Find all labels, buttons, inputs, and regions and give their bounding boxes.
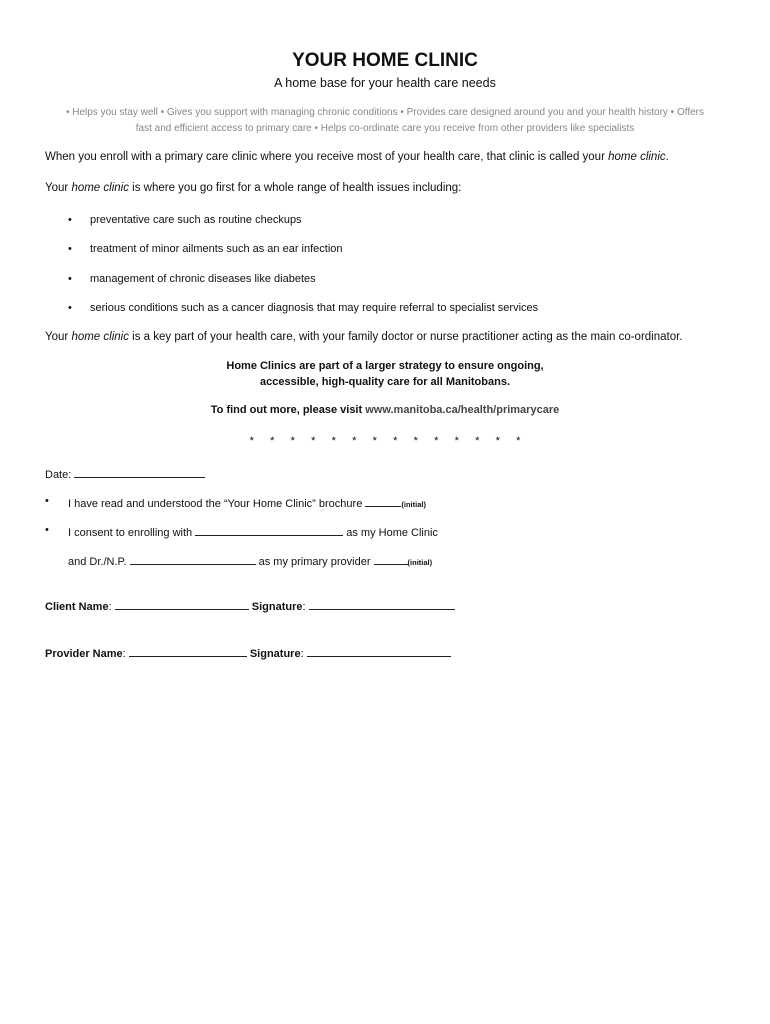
consent-label: I consent to enrolling with	[68, 527, 196, 539]
primarycare-link[interactable]: www.manitoba.ca/health/primarycare	[365, 404, 560, 416]
provider-initial-field[interactable]	[374, 553, 408, 565]
strategy-line-1: Home Clinics are part of a larger strategy to ensure ongoing,	[226, 360, 544, 372]
page-subtitle: A home base for your health care needs	[274, 76, 496, 90]
intro-emphasis: home clinic	[608, 151, 666, 163]
coordinator-paragraph	[45, 331, 683, 343]
bullet-icon: •	[45, 495, 49, 507]
benefits-text	[40, 105, 730, 137]
coordinator-text-end: is a key part of your health care, with your family doctor or nurse practitioner acting as the main co-ordinator.	[128, 331, 683, 343]
consent-row	[68, 524, 438, 539]
issues-emphasis: home clinic	[71, 182, 129, 194]
bullet-item: preventative care such as routine checkups	[90, 214, 302, 226]
page-title: YOUR HOME CLINIC	[292, 50, 478, 71]
star-divider	[0, 435, 770, 447]
coordinator-text-start: Your	[45, 331, 72, 343]
initial-label: (initial)	[407, 558, 433, 567]
provider-signature-field[interactable]	[307, 645, 451, 657]
star-icon: *	[475, 435, 480, 447]
client-signature-label: Signature	[251, 601, 303, 613]
star-icon: *	[290, 435, 295, 447]
bullet-icon: •	[68, 273, 72, 285]
star-icon: *	[249, 435, 254, 447]
star-icon: *	[331, 435, 336, 447]
issues-text-start: Your	[45, 182, 72, 194]
home-clinic-field[interactable]	[195, 524, 343, 536]
bullet-item: management of chronic diseases like diabetes	[90, 273, 316, 285]
issues-text-end: is where you go first for a whole range of health issues including:	[128, 182, 462, 194]
bullet-item: treatment of minor ailments such as an ear infection	[90, 243, 343, 255]
find-out-more	[0, 404, 770, 416]
star-icon: *	[413, 435, 418, 447]
star-icon: *	[372, 435, 377, 447]
benefits-line-2: fast and efficient access to primary care • Helps co-ordinate care you receive from other providers like specialists	[135, 123, 635, 134]
colon: :	[122, 648, 129, 660]
star-icon: *	[311, 435, 316, 447]
issues-paragraph	[45, 182, 461, 194]
star-icon: *	[434, 435, 439, 447]
strategy-line-2: accessible, high-quality care for all Manitobans.	[259, 376, 510, 388]
bullet-icon: •	[68, 243, 72, 255]
star-icon: *	[495, 435, 500, 447]
intro-paragraph	[45, 151, 669, 163]
colon: :	[108, 601, 115, 613]
provider-signature-label: Signature	[249, 648, 301, 660]
provider-signature-row	[45, 645, 451, 660]
star-icon: *	[352, 435, 357, 447]
bullet-icon: •	[68, 302, 72, 314]
provider-row	[68, 553, 432, 568]
bullet-icon: •	[68, 214, 72, 226]
provider-suffix: as my primary provider	[255, 556, 374, 568]
brochure-row	[68, 495, 426, 510]
bullet-item: serious conditions such as a cancer diagnosis that may require referral to specialist services	[90, 302, 539, 314]
star-icon: *	[270, 435, 275, 447]
colon: :	[302, 601, 309, 613]
provider-field[interactable]	[130, 553, 256, 565]
intro-end: .	[665, 151, 669, 163]
client-name-label: Client Name	[45, 601, 109, 613]
client-name-field[interactable]	[115, 598, 249, 610]
client-signature-row	[45, 598, 455, 613]
date-label: Date:	[45, 469, 75, 481]
star-icon: *	[454, 435, 459, 447]
bullet-icon: •	[45, 524, 49, 536]
benefits-line-1: • Helps you stay well • Gives you support with managing chronic conditions • Provides care designed around you and your health history • Offers	[65, 107, 705, 118]
consent-suffix: as my Home Clinic	[343, 527, 438, 539]
initial-label: (initial)	[401, 500, 426, 509]
star-icon: *	[516, 435, 521, 447]
client-signature-field[interactable]	[309, 598, 455, 610]
brochure-label: I have read and understood the “Your Home Clinic” brochure	[68, 498, 366, 510]
star-icon: *	[393, 435, 398, 447]
intro-text: When you enroll with a primary care clinic where you receive most of your health care, that clinic is called your	[45, 151, 609, 163]
date-row	[45, 466, 205, 481]
provider-name-label: Provider Name	[45, 648, 123, 660]
find-out-text: To find out more, please visit	[210, 404, 366, 416]
provider-label: and Dr./N.P.	[68, 556, 130, 568]
provider-name-field[interactable]	[129, 645, 247, 657]
brochure-initial-field[interactable]	[365, 495, 401, 507]
coordinator-emphasis: home clinic	[71, 331, 129, 343]
date-field[interactable]	[74, 466, 205, 478]
colon: :	[300, 648, 307, 660]
